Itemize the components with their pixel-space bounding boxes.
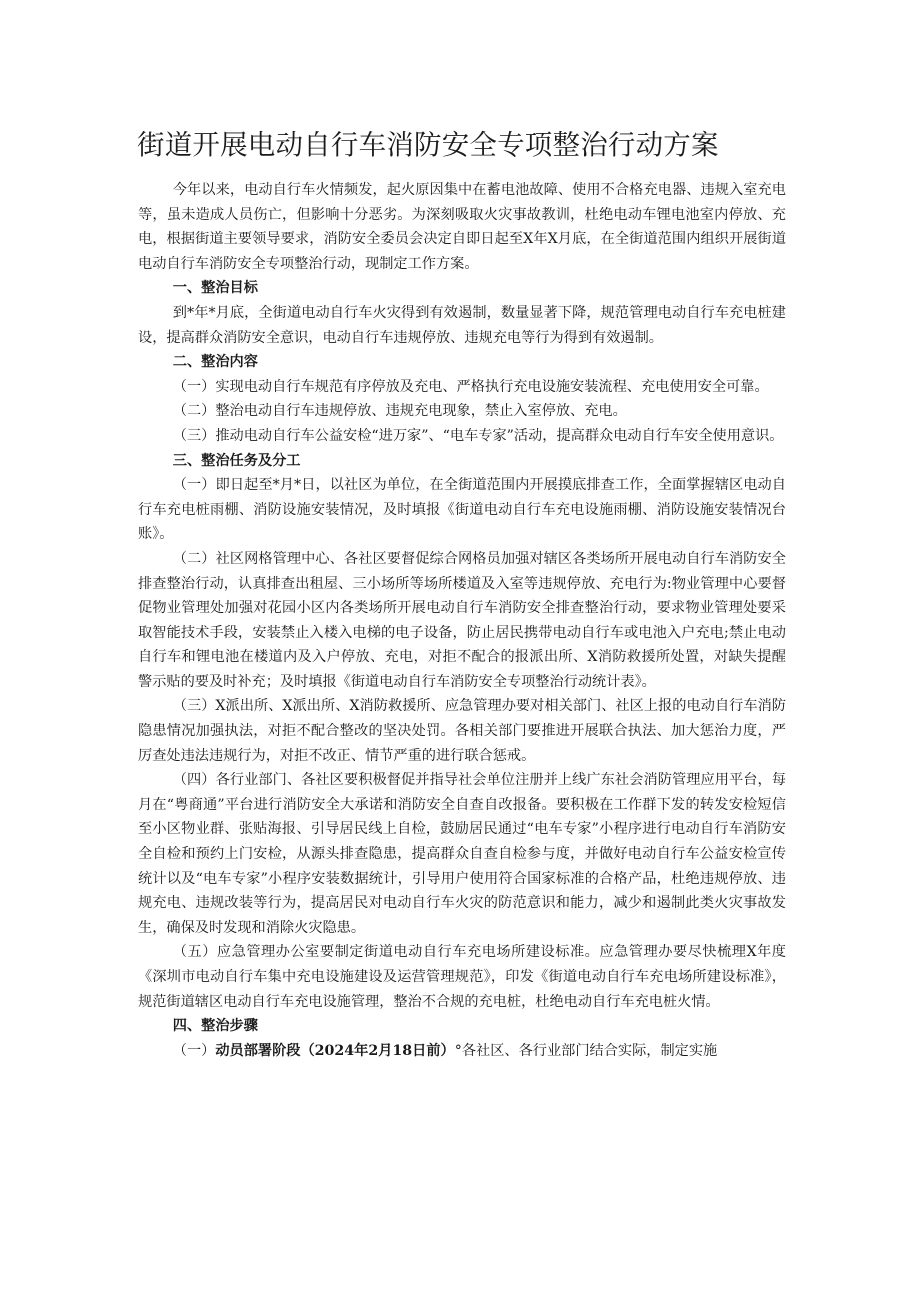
goals-paragraph: 到*年*月底，全街道电动自行车火灾得到有效遏制，数量显著下降，规范管理电动自行车充电桩建设，提高群众消防安全意识，电动自行车违规停放、违规充电等行为得到有效遏制。 <box>138 304 786 346</box>
section-heading-tasks: 三、整治任务及分工 <box>172 452 301 469</box>
step-phase-title: 动员部署阶段（2024年2月18日前） <box>215 1042 455 1059</box>
content-item: （三）推动电动自行车公益安检“进万家”、“电车专家”活动，提高群众电动自行车安全使用意识。 <box>172 427 784 444</box>
document-title: 街道开展电动自行车消防安全专项整治行动方案 <box>137 129 719 161</box>
step-item <box>138 1039 786 1064</box>
section-heading-goals: 一、整治目标 <box>172 280 258 297</box>
content-item: （一）实现电动自行车规范有序停放及充电、严格执行充电设施安装流程、充电使用安全可靠。 <box>172 378 769 395</box>
content-item: （二）整治电动自行车违规停放、违规充电现象，禁止入室停放、充电。 <box>172 403 627 420</box>
task-item: （三）X派出所、X派出所、X消防救援所、应急管理办要对相关部门、社区上报的电动自行车消防隐患情况加强执法，对拒不配合整改的坚决处罚。各相关部门要推进开展联合执法、加大惩治力度，严厉查处违法违规行为，对拒不改正、情节严重的进行联合惩戒。 <box>138 698 786 764</box>
section-heading-content: 二、整治内容 <box>172 354 258 371</box>
step-text: °各社区、各行业部门结合实际，制定实施 <box>454 1042 718 1059</box>
document-body <box>138 178 786 1063</box>
task-item: （一）即日起至*月*日，以社区为单位，在全街道范围内开展摸底排查工作，全面掌握辖区电动自行车充电桩雨棚、消防设施安装情况，及时填报《街道电动自行车充电设施雨棚、消防设施安装情况台账》。 <box>138 477 786 543</box>
task-item: （五）应急管理办公室要制定街道电动自行车充电场所建设标准。应急管理办要尽快梳理X年度《深圳市电动自行车集中充电设施建设及运营管理规范》，印发《街道电动自行车充电场所建设标准》，规范街道辖区电动自行车充电设施管理，整治不合规的充电桩，杜绝电动自行车充电桩火情。 <box>138 944 786 1010</box>
task-item: （二）社区网格管理中心、各社区要督促综合网格员加强对辖区各类场所开展电动自行车消防安全排查整治行动，认真排查出租屋、三小场所等场所楼道及入室等违规停放、充电行为:物业管理中心要督促物业管理处加强对花园小区内各类场所开展电动自行车消防安全排查整治行动，要求物业管理处要采取智能技术手段，安装禁止入楼入电梯的电子设备，防止居民携带电动自行车或电池入户充电;禁止电动自行车和锂电池在楼道内及入户停放、充电，对拒不配合的报派出所、X消防救援所处置，对缺失提醒警示贴的要及时补充；及时填报《街道电动自行车消防安全专项整治行动统计表》。 <box>138 550 786 690</box>
intro-paragraph: 今年以来，电动自行车火情频发，起火原因集中在蓄电池故障、使用不合格充电器、违规入室充电等，虽未造成人员伤亡，但影响十分恶劣。为深刻吸取火灾事故教训，杜绝电动车锂电池室内停放、充电，根据街道主要领导要求，消防安全委员会决定自即日起至X年X月底，在全街道范围内组织开展街道电动自行车消防安全专项整治行动，现制定工作方案。 <box>138 182 786 272</box>
section-heading-steps: 四、整治步骤 <box>172 1018 258 1035</box>
task-item: （四）各行业部门、各社区要积极督促并指导社会单位注册并上线广东社会消防管理应用平台，每月在“粤商通”平台进行消防安全大承诺和消防安全自查自改报备。要积极在工作群下发的转发安检短信至小区物业群、张贴海报、引导居民线上自检，鼓励居民通过“电车专家”小程序进行电动自行车消防安全自检和预约上门安检，从源头排查隐患，提高群众自查自检参与度，并做好电动自行车公益安检宣传统计以及“电车专家”小程序安装数据统计，引导用户使用符合国家标准的合格产品，杜绝违规停放、违规充电、违规改装等行为，提高居民对电动自行车火灾的防范意识和能力，减少和遏制此类火灾事故发生，确保及时发现和消除火灾隐患。 <box>138 772 786 936</box>
step-prefix: （一） <box>172 1042 216 1059</box>
